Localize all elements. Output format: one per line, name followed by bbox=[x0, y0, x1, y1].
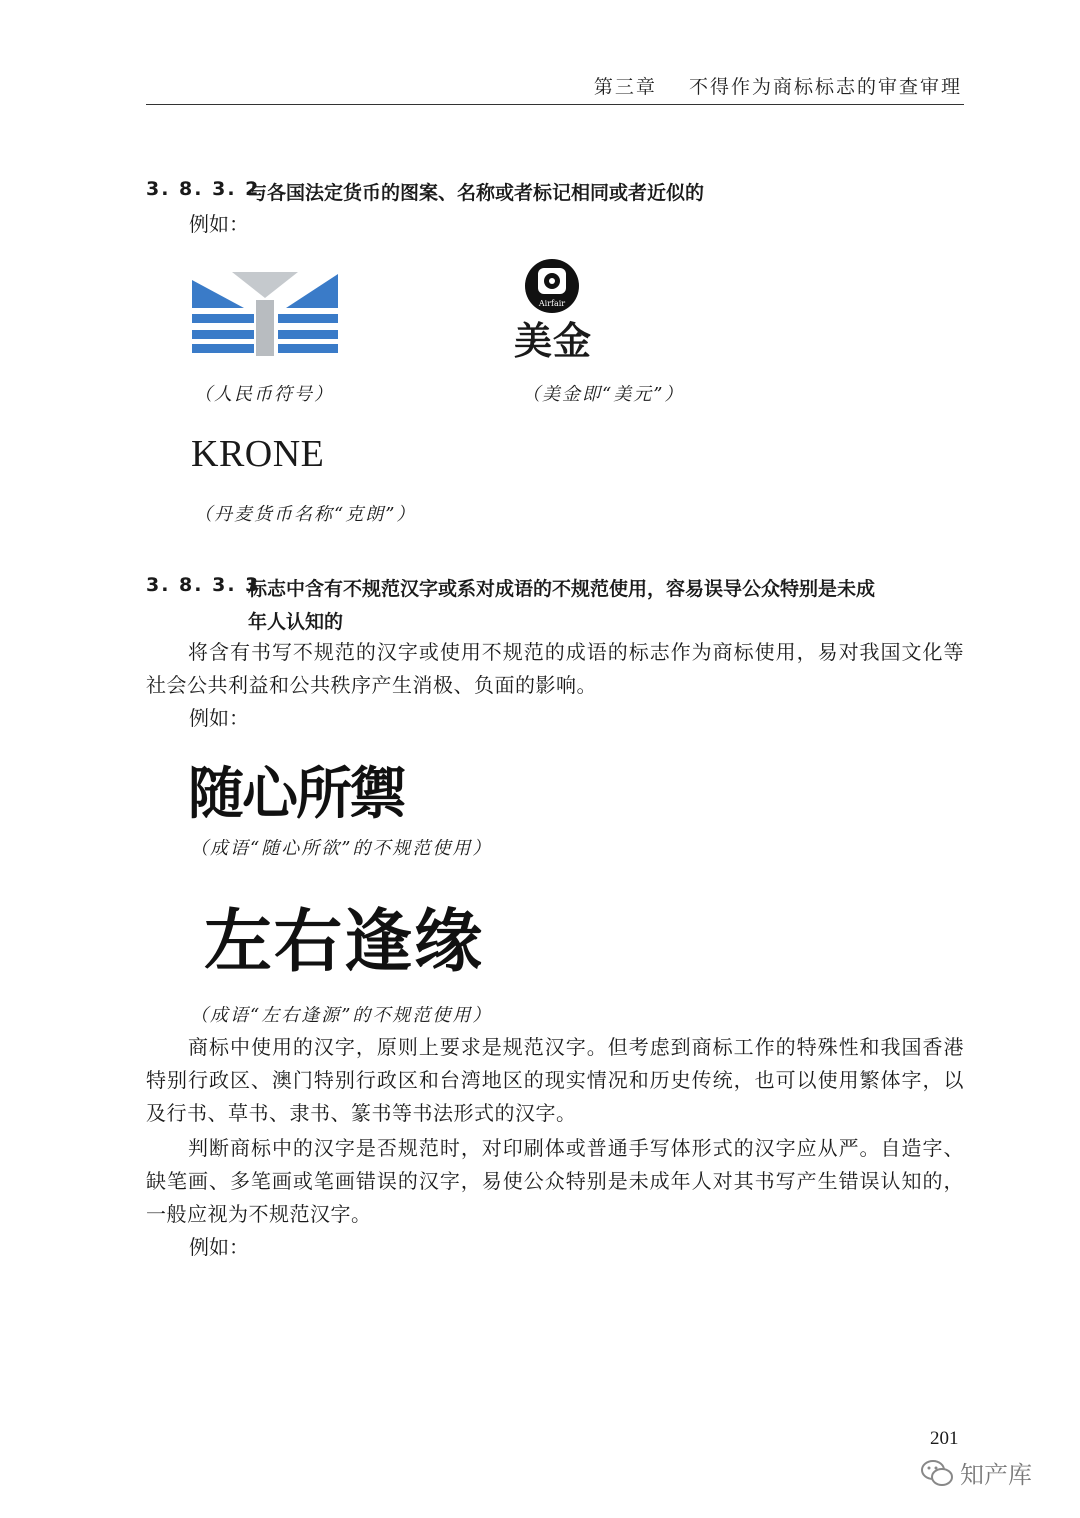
idiom-logo-suixin: 随心所禦 bbox=[188, 762, 404, 827]
idiom-logo-zuoyou: 左右逢缘 bbox=[204, 903, 485, 982]
paragraph-intro: 将含有书写不规范的汉字或使用不规范的成语的标志作为商标使用，易对我国文化等社会公共利益和公共秩序产生消极、负面的影响。 bbox=[146, 640, 964, 697]
krone-logo-text: KRONE bbox=[191, 433, 325, 475]
caption-zuoyou: （成语“左右逢源”的不规范使用） bbox=[190, 1005, 493, 1026]
rmb-symbol-logo bbox=[192, 270, 338, 356]
section-number-3833: 3. 8. 3. 3 bbox=[146, 574, 261, 596]
caption-meijin: （美金即“美元”） bbox=[522, 384, 685, 405]
section-title-3832: 与各国法定货币的图案、名称或者标记相同或者近似的 bbox=[248, 182, 705, 204]
example-label-3: 例如： bbox=[189, 1235, 249, 1259]
wechat-icon bbox=[920, 1459, 954, 1487]
watermark bbox=[920, 1455, 1032, 1490]
example-label-2: 例如： bbox=[189, 706, 249, 730]
watermark-text: 知产库 bbox=[960, 1461, 1032, 1489]
paragraph-judgement: 判断商标中的汉字是否规范时，对印刷体或普通手写体形式的汉字应从严。自造字、缺笔画、多笔画或笔画错误的汉字，易使公众特别是未成年人对其书写产生错误认知的，一般应视为不规范汉字。 bbox=[146, 1136, 964, 1226]
caption-suixin: （成语“随心所欲”的不规范使用） bbox=[190, 838, 493, 859]
meijin-logo-text: 美金 bbox=[514, 318, 593, 363]
caption-krone: （丹麦货币名称“克朗”） bbox=[194, 504, 417, 525]
section-number-3832: 3. 8. 3. 2 bbox=[146, 178, 261, 200]
header-divider bbox=[146, 104, 964, 105]
running-header: 第三章 不得作为商标标志的审查审理 bbox=[593, 76, 962, 98]
meijin-badge-icon bbox=[522, 258, 582, 314]
section-title-3833-line1: 标志中含有不规范汉字或系对成语的不规范使用，容易误导公众特别是未成 bbox=[248, 578, 876, 600]
example-label: 例如： bbox=[189, 212, 249, 236]
paragraph-standard-characters: 商标中使用的汉字，原则上要求是规范汉字。但考虑到商标工作的特殊性和我国香港特别行政区、澳门特别行政区和台湾地区的现实情况和历史传统，也可以使用繁体字，以及行书、草书、隶书、篆书等书法形式的汉字。 bbox=[146, 1035, 964, 1125]
section-title-3833-line2: 年人认知的 bbox=[248, 611, 344, 633]
meijin-badge-text: Airfair bbox=[538, 299, 566, 308]
caption-rmb-symbol: （人民币符号） bbox=[194, 384, 334, 405]
page-number: 201 bbox=[930, 1428, 959, 1449]
